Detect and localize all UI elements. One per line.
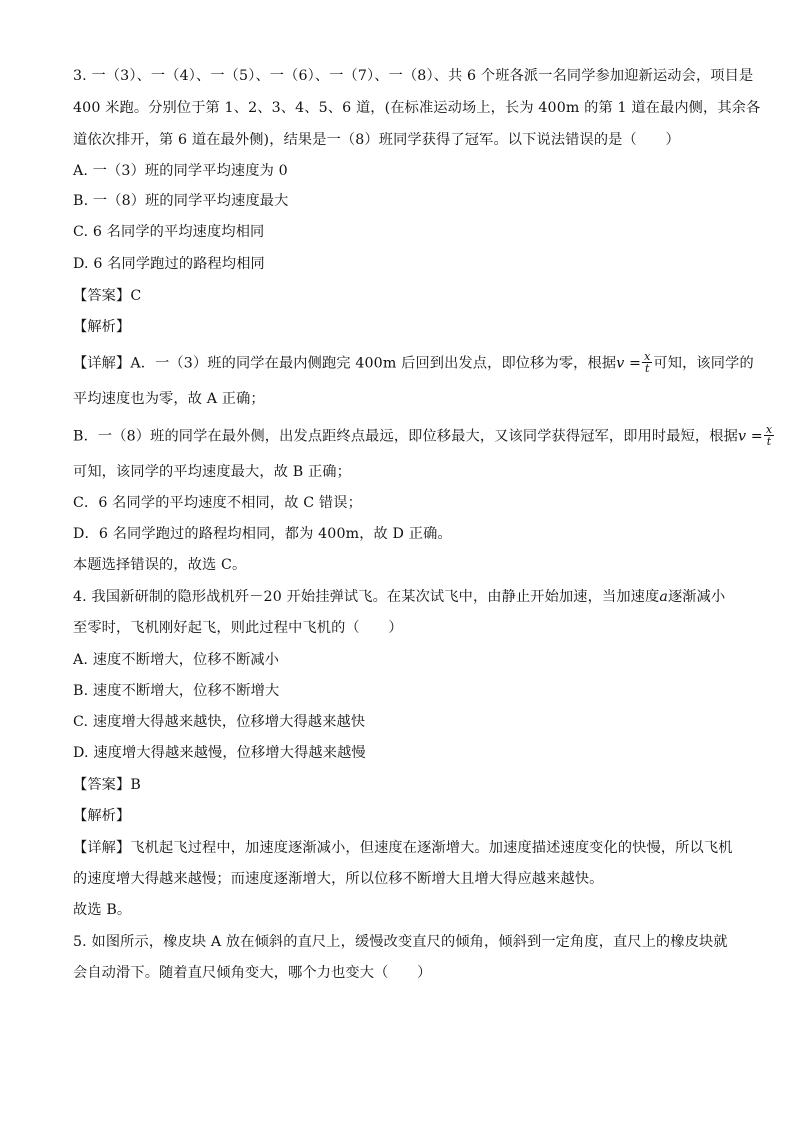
q4-answer-tag: 【答案】 (73, 777, 131, 793)
q3-detail-a-line-2: 平均速度也为零，故 A 正确； (73, 391, 265, 407)
q3-detail-tag: 【详解】 (73, 355, 131, 372)
q4-stem-var: a (659, 589, 668, 605)
q4-option-a: A. 速度不断增大，位移不断减小 (73, 652, 280, 668)
fraction-numerator: x (765, 423, 773, 436)
q4-stem-line-2: 至零时，飞机刚好起飞，则此过程中飞机的（ ） (73, 620, 403, 636)
q3-detail-d: D．6 名同学跑过的路程均相同，都为 400m，故 D 正确。 (73, 526, 452, 542)
q3-answer (73, 286, 141, 306)
q3-option-b: B. 一（8）班的同学平均速度最大 (73, 193, 289, 209)
q4-analysis-tag: 【解析】 (73, 808, 131, 824)
q3-answer-tag: 【答案】 (73, 288, 131, 304)
q3-detail-a-line-1 (73, 352, 754, 375)
q3-detail-c: C．6 名同学的平均速度不相同，故 C 错误； (73, 495, 362, 511)
q3-detail-a-post: 可知，该同学的 (653, 355, 754, 372)
q4-stem-line-1 (73, 587, 725, 607)
fraction-denominator: t (644, 362, 650, 375)
fraction-numerator: x (644, 350, 651, 363)
q3-stem-line-1: 3. 一（3）、一（4）、一（5）、一（6）、一（7）、一（8）、共 6 个班各派一名同学参加迎新运动会，项目是 (73, 68, 754, 84)
q5-stem-line-2: 会自动滑下。随着直尺倾角变大，哪个力也变大（ ） (73, 965, 432, 981)
q3-stem-line-3: 道依次排开，第 6 道在最外侧)，结果是一（8）班同学获得了冠军。以下说法错误的是（ ） (73, 132, 680, 148)
q3-analysis-tag: 【解析】 (73, 319, 131, 335)
q3-detail-a-formula-lhs: v = (616, 355, 642, 372)
q3-answer-value: C (130, 288, 142, 304)
q5-stem-line-1: 5. 如图所示，橡皮块 A 放在倾斜的直尺上，缓慢改变直尺的倾角，倾斜到一定角度，直尺上的橡皮块就 (73, 934, 728, 950)
q3-detail-b-formula-lhs: v = (737, 428, 763, 445)
q3-detail-a-fraction (642, 351, 652, 374)
q3-option-a: A. 一（3）班的同学平均速度为 0 (73, 163, 288, 179)
q4-conclusion: 故选 B。 (73, 902, 132, 918)
q3-conclusion: 本题选择错误的，故选 C。 (73, 557, 247, 573)
q4-stem-post: 逐渐减小 (667, 589, 726, 605)
q3-detail-b-line-1 (73, 425, 775, 448)
q4-answer (73, 775, 141, 795)
q4-option-d: D. 速度增大得越来越慢，位移增大得越来越慢 (73, 745, 366, 761)
q3-option-c: C. 6 名同学的平均速度均相同 (73, 224, 265, 240)
q4-detail-line-2: 的速度增大得越来越慢；而速度逐渐增大，所以位移不断增大且增大得应越来越快。 (73, 871, 604, 887)
q3-detail-b-fraction (764, 424, 774, 447)
q3-stem-line-2: 400 米跑。分别位于第 1、2、3、4、5、6 道，(在标准运动场上，长为 400m 的第 1 道在最内侧，其余各 (73, 100, 761, 116)
q4-detail-text-1: 飞机起飞过程中，加速度逐渐减小，但速度在逐渐增大。加速度描述速度变化的快慢，所以飞机 (130, 840, 733, 856)
fraction-denominator: t (766, 435, 772, 448)
q4-option-c: C. 速度增大得越来越快，位移增大得越来越快 (73, 714, 366, 730)
q3-option-d: D. 6 名同学跑过的路程均相同 (73, 256, 265, 272)
q3-detail-b-line-2: 可知，该同学的平均速度最大，故 B 正确； (73, 464, 351, 480)
q4-answer-value: B (130, 777, 141, 793)
q3-detail-a-pre: A．一（3）班的同学在最内侧跑完 400m 后回到出发点，即位移为零，根据 (130, 355, 617, 372)
q4-detail-line-1 (73, 838, 733, 858)
q3-detail-b-pre: B．一（8）班的同学在最外侧，出发点距终点最远，即位移最大，又该同学获得冠军，即用时最短，根据 (73, 428, 738, 445)
q4-option-b: B. 速度不断增大，位移不断增大 (73, 683, 280, 699)
q4-detail-tag: 【详解】 (73, 840, 131, 856)
q4-stem-pre: 4. 我国新研制的隐形战机歼－20 开始挂弹试飞。在某次试飞中，由静止开始加速，当加速度 (73, 589, 660, 605)
